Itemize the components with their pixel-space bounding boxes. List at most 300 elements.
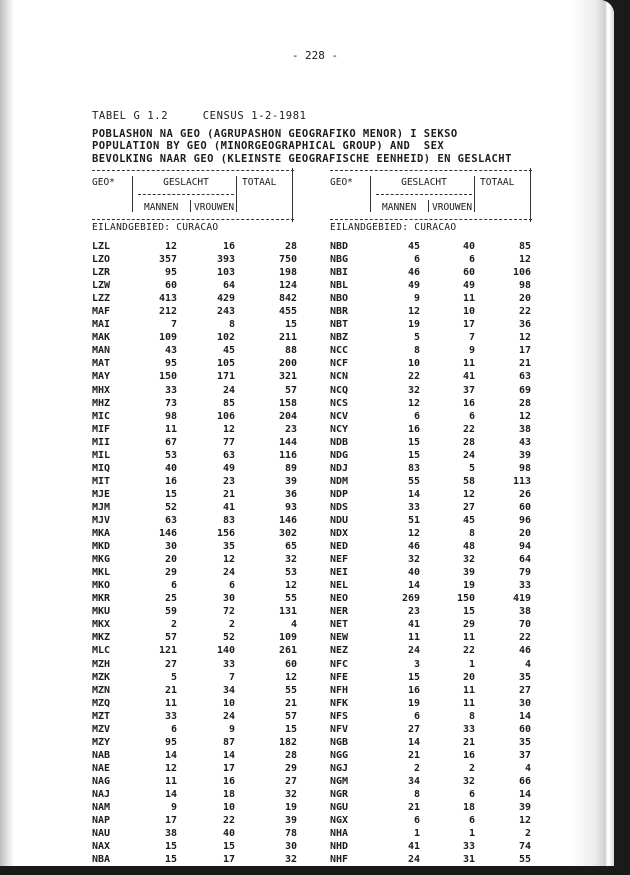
vrouwen-cell: 83 bbox=[222, 514, 235, 526]
geo-code-cell: NEW bbox=[330, 632, 349, 644]
header-divider bbox=[428, 200, 429, 212]
geo-code-cell: LZW bbox=[92, 280, 111, 292]
totaal-cell: 33 bbox=[518, 580, 531, 592]
totaal-cell: 27 bbox=[284, 775, 297, 787]
totaal-cell: 144 bbox=[278, 436, 297, 448]
vrouwen-cell: 11 bbox=[462, 632, 475, 644]
geo-code-cell: MZK bbox=[92, 671, 111, 683]
totaal-cell: 32 bbox=[284, 788, 297, 800]
vrouwen-cell: 45 bbox=[462, 514, 475, 526]
totaal-cell: 106 bbox=[512, 267, 531, 279]
totaal-cell: 85 bbox=[518, 241, 531, 252]
geo-code-cell: NCV bbox=[330, 410, 349, 422]
geo-code-cell: NCF bbox=[330, 358, 349, 370]
totaal-cell: 57 bbox=[284, 384, 297, 396]
vrouwen-cell: 393 bbox=[216, 254, 235, 266]
vrouwen-cell: 9 bbox=[468, 345, 475, 357]
header-right-bar bbox=[292, 168, 293, 222]
mannen-cell: 10 bbox=[407, 358, 420, 370]
mannen-cell: 121 bbox=[158, 645, 177, 657]
totaal-cell: 28 bbox=[284, 241, 297, 252]
table-row bbox=[92, 631, 297, 644]
table-row bbox=[330, 397, 535, 410]
mannen-cell: 212 bbox=[158, 306, 177, 318]
table-row bbox=[330, 357, 535, 370]
mannen-cell: 11 bbox=[164, 775, 177, 787]
table-row bbox=[330, 749, 535, 762]
totaal-cell: 4 bbox=[290, 619, 297, 631]
vrouwen-cell: 16 bbox=[222, 775, 235, 787]
table-row bbox=[330, 331, 535, 344]
table-row bbox=[330, 684, 535, 697]
geo-code-cell: NBG bbox=[330, 254, 349, 266]
mannen-cell: 22 bbox=[407, 371, 420, 383]
totaal-cell: 55 bbox=[284, 684, 297, 696]
mannen-cell: 3 bbox=[413, 658, 420, 670]
vrouwen-cell: 16 bbox=[222, 241, 235, 252]
geo-code-cell: LZZ bbox=[92, 293, 111, 305]
vrouwen-cell: 18 bbox=[462, 802, 475, 814]
vrouwen-cell: 106 bbox=[216, 410, 235, 422]
vrouwen-cell: 41 bbox=[222, 501, 235, 513]
table-row bbox=[92, 279, 297, 292]
geo-code-cell: NCC bbox=[330, 345, 349, 357]
vrouwen-cell: 52 bbox=[222, 632, 235, 644]
vrouwen-cell: 6 bbox=[468, 410, 475, 422]
totaal-cell: 35 bbox=[518, 671, 531, 683]
totaal-cell: 60 bbox=[518, 723, 531, 735]
left-table-header bbox=[92, 164, 297, 222]
mannen-cell: 15 bbox=[407, 436, 420, 448]
geo-code-cell: NDP bbox=[330, 488, 349, 500]
table-row bbox=[330, 540, 535, 553]
geo-code-cell: MAK bbox=[92, 332, 111, 344]
totaal-cell: 211 bbox=[278, 332, 297, 344]
geo-code-cell: NGM bbox=[330, 775, 349, 787]
vrouwen-cell: 22 bbox=[222, 815, 235, 827]
geo-code-cell: NAJ bbox=[92, 788, 111, 800]
mannen-cell: 21 bbox=[407, 802, 420, 814]
totaal-cell: 182 bbox=[278, 736, 297, 748]
vrouwen-cell: 20 bbox=[462, 671, 475, 683]
geo-code-cell: NET bbox=[330, 619, 349, 631]
mannen-cell: 15 bbox=[164, 488, 177, 500]
geo-code-cell: NCQ bbox=[330, 384, 349, 396]
vrouwen-cell: 21 bbox=[222, 488, 235, 500]
mannen-cell: 16 bbox=[407, 423, 420, 435]
table-row bbox=[92, 853, 297, 866]
geo-code-cell: NDG bbox=[330, 449, 349, 461]
table-row bbox=[92, 684, 297, 697]
vrouwen-cell: 15 bbox=[222, 841, 235, 853]
geo-code-cell: NEF bbox=[330, 554, 349, 566]
totaal-cell: 12 bbox=[518, 410, 531, 422]
mannen-cell: 19 bbox=[407, 319, 420, 331]
mannen-cell: 9 bbox=[413, 293, 420, 305]
table-row bbox=[330, 384, 535, 397]
right-table-header bbox=[330, 164, 535, 222]
table-row bbox=[330, 527, 535, 540]
mannen-column-header: MANNEN bbox=[144, 202, 179, 213]
geo-code-cell: MHZ bbox=[92, 397, 111, 409]
geo-code-cell: LZL bbox=[92, 241, 111, 252]
totaal-cell: 4 bbox=[524, 658, 531, 670]
totaal-cell: 15 bbox=[284, 319, 297, 331]
mannen-cell: 46 bbox=[407, 541, 420, 553]
vrouwen-cell: 5 bbox=[468, 462, 475, 474]
mannen-cell: 12 bbox=[164, 762, 177, 774]
geo-code-cell: MHX bbox=[92, 384, 111, 396]
right-table-body bbox=[330, 240, 535, 866]
totaal-cell: 4 bbox=[524, 762, 531, 774]
page-edge-shadow bbox=[572, 0, 614, 866]
table-row bbox=[92, 644, 297, 657]
table-row bbox=[92, 592, 297, 605]
vrouwen-cell: 58 bbox=[462, 475, 475, 487]
mannen-cell: 146 bbox=[158, 528, 177, 540]
table-row bbox=[92, 384, 297, 397]
totaal-cell: 30 bbox=[518, 697, 531, 709]
vrouwen-cell: 29 bbox=[462, 619, 475, 631]
vrouwen-cell: 37 bbox=[462, 384, 475, 396]
vrouwen-column-header: VROUWEN bbox=[194, 202, 235, 213]
vrouwen-cell: 39 bbox=[462, 567, 475, 579]
page-number: - 228 - bbox=[291, 49, 339, 62]
totaal-cell: 26 bbox=[518, 488, 531, 500]
table-row bbox=[92, 814, 297, 827]
totaal-cell: 116 bbox=[278, 449, 297, 461]
mannen-cell: 67 bbox=[164, 436, 177, 448]
vrouwen-cell: 11 bbox=[462, 684, 475, 696]
header-right-bar bbox=[530, 168, 531, 222]
left-table-body bbox=[92, 240, 297, 866]
table-row bbox=[92, 514, 297, 527]
geo-code-cell: MKR bbox=[92, 593, 111, 605]
totaal-cell: 64 bbox=[518, 554, 531, 566]
mannen-cell: 95 bbox=[164, 358, 177, 370]
mannen-cell: 12 bbox=[407, 397, 420, 409]
mannen-cell: 95 bbox=[164, 267, 177, 279]
vrouwen-cell: 28 bbox=[462, 436, 475, 448]
vrouwen-cell: 33 bbox=[222, 658, 235, 670]
mannen-cell: 20 bbox=[164, 554, 177, 566]
geo-code-cell: NFK bbox=[330, 697, 349, 709]
mannen-cell: 41 bbox=[407, 619, 420, 631]
totaal-cell: 98 bbox=[518, 462, 531, 474]
table-row bbox=[330, 827, 535, 840]
vrouwen-cell: 24 bbox=[222, 567, 235, 579]
geo-code-cell: MIF bbox=[92, 423, 111, 435]
table-title: TABEL G 1.2 CENSUS 1-2-1981 bbox=[92, 110, 307, 122]
table-row bbox=[330, 279, 535, 292]
geslacht-column-header: GESLACHT bbox=[163, 177, 209, 188]
table-row bbox=[330, 801, 535, 814]
table-row bbox=[330, 840, 535, 853]
mannen-cell: 15 bbox=[407, 671, 420, 683]
totaal-cell: 12 bbox=[518, 815, 531, 827]
mannen-cell: 14 bbox=[407, 736, 420, 748]
vrouwen-cell: 102 bbox=[216, 332, 235, 344]
vrouwen-cell: 23 bbox=[222, 475, 235, 487]
totaal-cell: 30 bbox=[284, 841, 297, 853]
totaal-cell: 27 bbox=[518, 684, 531, 696]
geo-code-cell: NAE bbox=[92, 762, 111, 774]
totaal-cell: 146 bbox=[278, 514, 297, 526]
table-row bbox=[92, 397, 297, 410]
totaal-cell: 55 bbox=[518, 854, 531, 866]
table-row bbox=[330, 644, 535, 657]
geo-code-cell: MIC bbox=[92, 410, 111, 422]
totaal-cell: 37 bbox=[518, 749, 531, 761]
mannen-cell: 43 bbox=[164, 345, 177, 357]
caption-dutch: BEVOLKING NAAR GEO (KLEINSTE GEOGRAFISCHE EENHEID) EN GESLACHT bbox=[92, 153, 512, 165]
table-row bbox=[92, 240, 297, 253]
vrouwen-cell: 48 bbox=[462, 541, 475, 553]
vrouwen-cell: 30 bbox=[222, 593, 235, 605]
mannen-cell: 109 bbox=[158, 332, 177, 344]
geo-code-cell: MKU bbox=[92, 606, 111, 618]
geo-code-cell: MKO bbox=[92, 580, 111, 592]
table-row bbox=[92, 618, 297, 631]
table-row bbox=[92, 318, 297, 331]
geo-code-cell: NGU bbox=[330, 802, 349, 814]
mannen-cell: 14 bbox=[407, 488, 420, 500]
vrouwen-cell: 72 bbox=[222, 606, 235, 618]
page-binding-shadow bbox=[0, 0, 14, 866]
geo-code-cell: NDJ bbox=[330, 462, 349, 474]
mannen-cell: 59 bbox=[164, 606, 177, 618]
geo-code-cell: NBL bbox=[330, 280, 349, 292]
geo-code-cell: NGJ bbox=[330, 762, 349, 774]
geo-code-cell: MAN bbox=[92, 345, 111, 357]
geo-column-header: GEO* bbox=[92, 177, 115, 188]
mannen-cell: 2 bbox=[413, 762, 420, 774]
header-bottom-rule bbox=[330, 219, 532, 220]
vrouwen-cell: 140 bbox=[216, 645, 235, 657]
vrouwen-cell: 171 bbox=[216, 371, 235, 383]
geo-code-cell: NGR bbox=[330, 788, 349, 800]
totaal-cell: 74 bbox=[518, 841, 531, 853]
totaal-cell: 79 bbox=[518, 567, 531, 579]
geo-code-cell: NED bbox=[330, 541, 349, 553]
table-row bbox=[330, 618, 535, 631]
geslacht-column-header: GESLACHT bbox=[401, 177, 447, 188]
vrouwen-cell: 156 bbox=[216, 528, 235, 540]
table-row bbox=[92, 253, 297, 266]
table-row bbox=[330, 605, 535, 618]
table-row bbox=[92, 671, 297, 684]
table-row bbox=[92, 527, 297, 540]
geo-code-cell: LZR bbox=[92, 267, 111, 279]
vrouwen-cell: 18 bbox=[222, 788, 235, 800]
geo-code-cell: MJM bbox=[92, 501, 111, 513]
table-row bbox=[330, 318, 535, 331]
mannen-cell: 2 bbox=[170, 619, 177, 631]
table-row bbox=[92, 566, 297, 579]
mannen-cell: 11 bbox=[164, 423, 177, 435]
mannen-cell: 7 bbox=[170, 319, 177, 331]
table-row bbox=[92, 488, 297, 501]
table-row bbox=[330, 762, 535, 775]
totaal-cell: 32 bbox=[284, 554, 297, 566]
geo-code-cell: NGX bbox=[330, 815, 349, 827]
totaal-cell: 20 bbox=[518, 528, 531, 540]
vrouwen-cell: 21 bbox=[462, 736, 475, 748]
vrouwen-cell: 11 bbox=[462, 293, 475, 305]
mannen-cell: 21 bbox=[407, 749, 420, 761]
totaal-cell: 198 bbox=[278, 267, 297, 279]
vrouwen-cell: 12 bbox=[462, 488, 475, 500]
table-row bbox=[330, 410, 535, 423]
table-row bbox=[330, 723, 535, 736]
vrouwen-cell: 8 bbox=[468, 528, 475, 540]
mannen-cell: 52 bbox=[164, 501, 177, 513]
vrouwen-cell: 27 bbox=[462, 501, 475, 513]
table-row bbox=[92, 697, 297, 710]
vrouwen-cell: 77 bbox=[222, 436, 235, 448]
table-row bbox=[92, 801, 297, 814]
mannen-cell: 40 bbox=[164, 462, 177, 474]
geo-code-cell: NFV bbox=[330, 723, 349, 735]
mannen-cell: 46 bbox=[407, 267, 420, 279]
totaal-cell: 21 bbox=[284, 697, 297, 709]
totaal-cell: 88 bbox=[284, 345, 297, 357]
mannen-cell: 15 bbox=[407, 449, 420, 461]
totaal-cell: 12 bbox=[284, 580, 297, 592]
totaal-cell: 93 bbox=[284, 501, 297, 513]
vrouwen-cell: 9 bbox=[228, 723, 235, 735]
geo-code-cell: MZT bbox=[92, 710, 111, 722]
mannen-cell: 40 bbox=[407, 567, 420, 579]
totaal-cell: 200 bbox=[278, 358, 297, 370]
geo-code-cell: NHA bbox=[330, 828, 349, 840]
totaal-cell: 261 bbox=[278, 645, 297, 657]
totaal-cell: 35 bbox=[518, 736, 531, 748]
vrouwen-cell: 7 bbox=[228, 671, 235, 683]
totaal-cell: 204 bbox=[278, 410, 297, 422]
totaal-cell: 38 bbox=[518, 423, 531, 435]
vrouwen-cell: 41 bbox=[462, 371, 475, 383]
mannen-cell: 27 bbox=[407, 723, 420, 735]
mannen-cell: 6 bbox=[413, 254, 420, 266]
table-row bbox=[92, 749, 297, 762]
totaal-cell: 20 bbox=[518, 293, 531, 305]
geo-code-cell: NFC bbox=[330, 658, 349, 670]
table-row bbox=[330, 566, 535, 579]
header-divider bbox=[236, 176, 237, 212]
table-row bbox=[92, 605, 297, 618]
table-row bbox=[92, 462, 297, 475]
table-row bbox=[92, 410, 297, 423]
mannen-cell: 33 bbox=[164, 710, 177, 722]
geo-code-cell: MIQ bbox=[92, 462, 111, 474]
mannen-cell: 413 bbox=[158, 293, 177, 305]
table-row bbox=[330, 853, 535, 866]
mannen-cell: 6 bbox=[413, 410, 420, 422]
totaal-cell: 28 bbox=[284, 749, 297, 761]
vrouwen-cell: 64 bbox=[222, 280, 235, 292]
table-row bbox=[330, 462, 535, 475]
vrouwen-cell: 87 bbox=[222, 736, 235, 748]
geo-code-cell: NER bbox=[330, 606, 349, 618]
totaal-cell: 69 bbox=[518, 384, 531, 396]
table-row bbox=[92, 723, 297, 736]
geo-code-cell: MJE bbox=[92, 488, 111, 500]
table-row bbox=[92, 553, 297, 566]
table-row bbox=[330, 775, 535, 788]
vrouwen-cell: 12 bbox=[222, 423, 235, 435]
totaal-cell: 94 bbox=[518, 541, 531, 553]
vrouwen-cell: 12 bbox=[222, 554, 235, 566]
geo-code-cell: NBA bbox=[92, 854, 111, 866]
mannen-cell: 30 bbox=[164, 541, 177, 553]
vrouwen-cell: 243 bbox=[216, 306, 235, 318]
mannen-cell: 24 bbox=[407, 854, 420, 866]
vrouwen-cell: 63 bbox=[222, 449, 235, 461]
mannen-cell: 32 bbox=[407, 554, 420, 566]
totaal-cell: 22 bbox=[518, 632, 531, 644]
vrouwen-cell: 6 bbox=[468, 815, 475, 827]
geo-code-cell: MZN bbox=[92, 684, 111, 696]
region-label: EILANDGEBIED: CURACAO bbox=[330, 222, 457, 233]
table-row bbox=[92, 305, 297, 318]
vrouwen-cell: 33 bbox=[462, 723, 475, 735]
totaal-cell: 98 bbox=[518, 280, 531, 292]
mannen-cell: 16 bbox=[407, 684, 420, 696]
geo-code-cell: NBD bbox=[330, 241, 349, 252]
totaal-cell: 14 bbox=[518, 788, 531, 800]
totaal-cell: 55 bbox=[284, 593, 297, 605]
mannen-cell: 150 bbox=[158, 371, 177, 383]
vrouwen-cell: 7 bbox=[468, 332, 475, 344]
mannen-cell: 51 bbox=[407, 514, 420, 526]
vrouwen-cell: 49 bbox=[462, 280, 475, 292]
table-row bbox=[330, 814, 535, 827]
geo-code-cell: MAT bbox=[92, 358, 111, 370]
totaal-cell: 39 bbox=[518, 802, 531, 814]
vrouwen-cell: 8 bbox=[228, 319, 235, 331]
mannen-cell: 45 bbox=[407, 241, 420, 252]
geo-code-cell: NAG bbox=[92, 775, 111, 787]
table-row bbox=[92, 357, 297, 370]
mannen-cell: 1 bbox=[413, 828, 420, 840]
table-row bbox=[330, 671, 535, 684]
vrouwen-cell: 11 bbox=[462, 697, 475, 709]
geo-code-cell: NBO bbox=[330, 293, 349, 305]
geo-code-cell: MKZ bbox=[92, 632, 111, 644]
header-divider bbox=[370, 176, 371, 212]
vrouwen-cell: 45 bbox=[222, 345, 235, 357]
mannen-cell: 5 bbox=[413, 332, 420, 344]
header-divider bbox=[190, 200, 191, 212]
mannen-cell: 357 bbox=[158, 254, 177, 266]
table-row bbox=[330, 449, 535, 462]
totaal-cell: 29 bbox=[284, 762, 297, 774]
vrouwen-cell: 19 bbox=[462, 580, 475, 592]
table-row bbox=[330, 514, 535, 527]
table-row bbox=[92, 449, 297, 462]
totaal-cell: 28 bbox=[518, 397, 531, 409]
geo-code-cell: NAX bbox=[92, 841, 111, 853]
totaal-cell: 22 bbox=[518, 306, 531, 318]
vrouwen-cell: 24 bbox=[222, 710, 235, 722]
vrouwen-cell: 24 bbox=[462, 449, 475, 461]
mannen-cell: 269 bbox=[401, 593, 420, 605]
caption-english: POPULATION BY GEO (MINORGEOGRAPHICAL GROUP) AND SEX bbox=[92, 140, 445, 152]
geo-code-cell: NDU bbox=[330, 514, 349, 526]
geo-code-cell: MZV bbox=[92, 723, 111, 735]
totaal-cell: 60 bbox=[284, 658, 297, 670]
